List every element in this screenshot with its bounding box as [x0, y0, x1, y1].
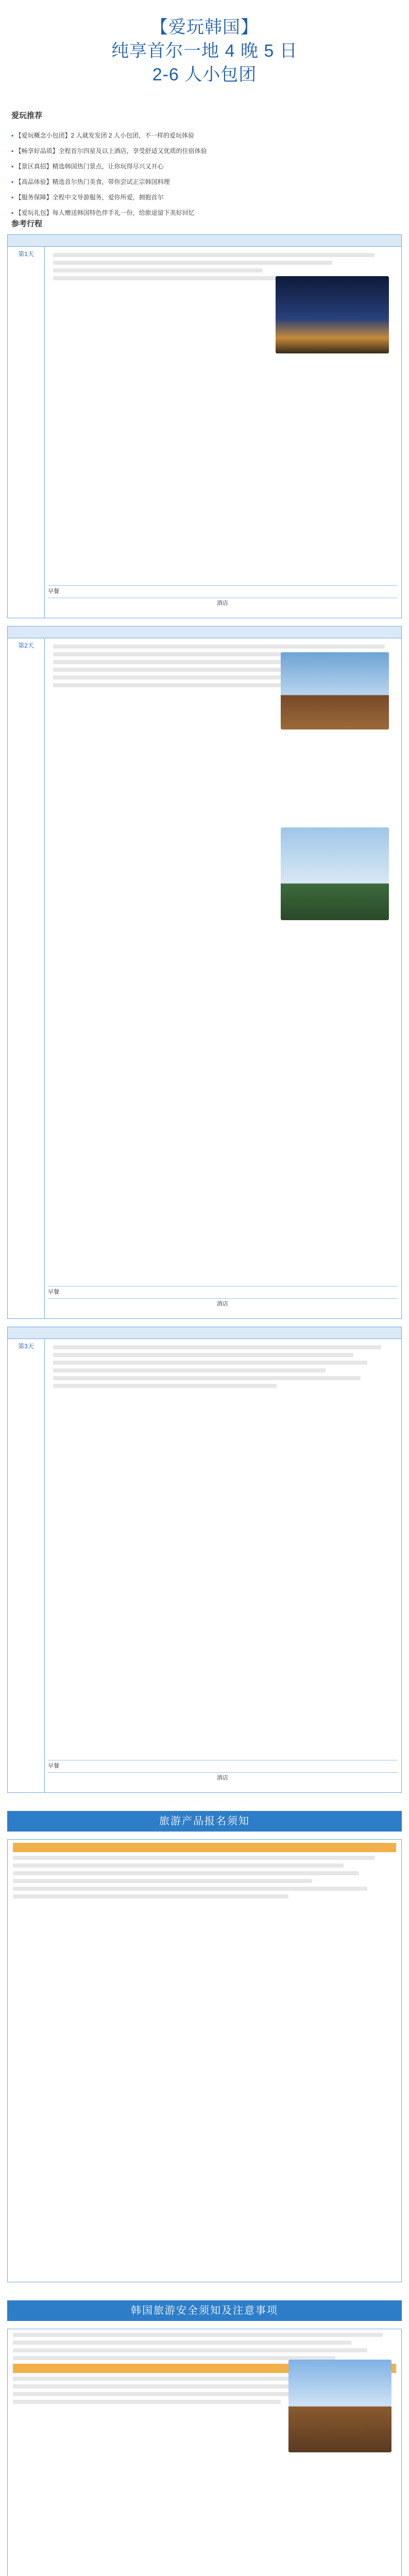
city-night-photo — [276, 276, 389, 353]
meals-row: 早餐 — [48, 585, 397, 597]
recommend-item — [7, 143, 402, 159]
recommend-item — [7, 159, 402, 174]
recommend-text: 【高品体验】精选首尔热门美食，带你尝试正宗韩国料理 — [15, 178, 170, 185]
notice-highlight — [13, 1843, 396, 1852]
meals-row: 早餐 — [48, 1760, 397, 1772]
title-block — [0, 15, 409, 87]
recommend-text: 【服务保障】全程中文导游服务，爱你所爱，拥抱首尔 — [15, 194, 164, 201]
hotel-row: 酒店 — [48, 1772, 397, 1783]
palace-photo — [281, 652, 389, 730]
bullet-icon: ▪ — [11, 194, 15, 201]
bullet-icon: ▪ — [11, 132, 15, 139]
notice-banner: 旅游产品报名须知 — [7, 1811, 402, 1832]
day-label: 第3天 — [8, 1338, 45, 1792]
day-description — [48, 1342, 397, 1392]
bullet-icon: ▪ — [11, 209, 15, 216]
recommend-text: 【景区真招】精选韩国热门景点，让你玩得尽兴又开心 — [15, 163, 164, 170]
recommend-item — [7, 190, 402, 205]
bullet-icon: ▪ — [11, 178, 15, 185]
recommend-text: 【畅享好品质】全程首尔四星及以上酒店，享受舒适又优质的住宿体验 — [15, 147, 207, 155]
day-label: 第1天 — [8, 246, 45, 618]
landmark-photo — [288, 2360, 391, 2452]
day-table-3 — [7, 1327, 402, 1793]
itinerary-heading: 参考行程 — [11, 219, 43, 228]
day-table-2 — [7, 626, 402, 1319]
meals-row: 早餐 — [48, 1286, 397, 1298]
hotel-row: 酒店 — [48, 598, 397, 608]
notice-box — [7, 1839, 402, 2282]
tower-photo — [281, 827, 389, 920]
recommend-text: 【爱玩概念小包团】2 人就发发团 2 人小包团，不一样的爱玩体验 — [15, 132, 194, 139]
recommend-item — [7, 174, 402, 190]
bullet-icon: ▪ — [11, 147, 15, 155]
recommend-heading: 爱玩推荐 — [11, 111, 43, 120]
bullet-icon: ▪ — [11, 163, 15, 170]
title-line-3: 2-6 人小包团 — [152, 65, 257, 84]
title-line-2: 纯享首尔一地 4 晚 5 日 — [111, 41, 298, 61]
day-table-1 — [7, 234, 402, 618]
safety-banner: 韩国旅游安全须知及注意事项 — [7, 2300, 402, 2321]
recommend-item — [7, 128, 402, 143]
table-header — [8, 235, 401, 247]
recommend-list — [7, 128, 402, 221]
table-header — [8, 1327, 401, 1339]
title-line-1: 【爱玩韩国】 — [150, 18, 259, 37]
day-label: 第2天 — [8, 638, 45, 1318]
table-header — [8, 626, 401, 638]
recommend-text: 【爱玩礼包】每人赠送韩国特色伴手礼一份，给旅途留下美好回忆 — [15, 209, 195, 216]
hotel-row: 酒店 — [48, 1298, 397, 1309]
